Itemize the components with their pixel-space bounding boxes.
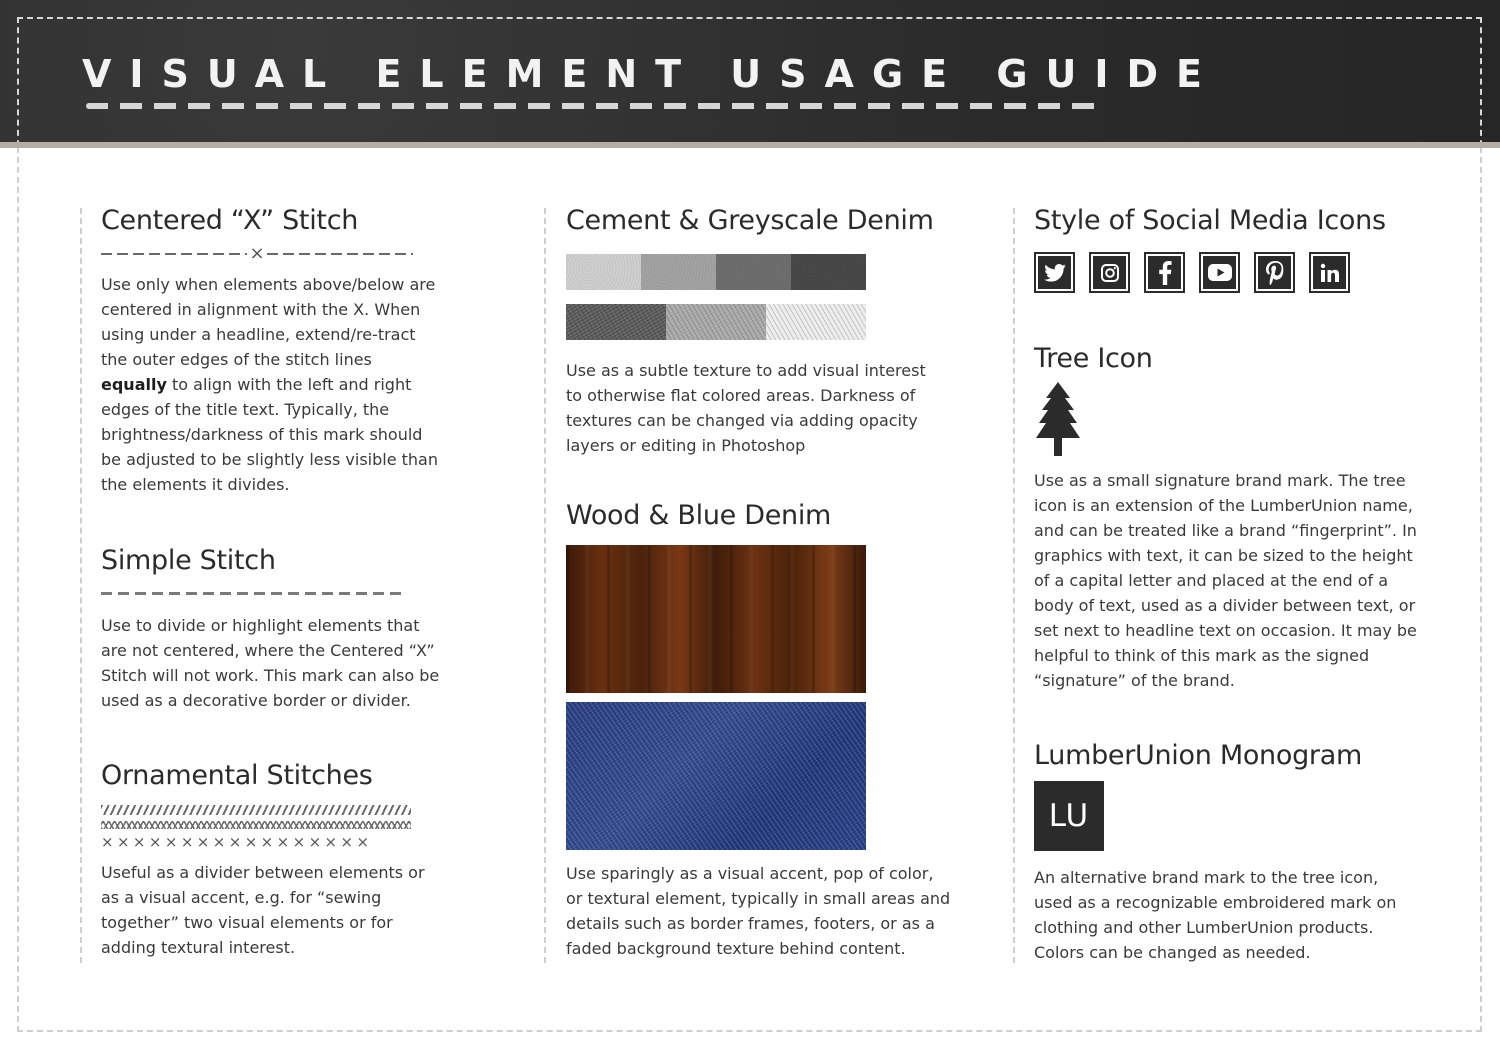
body-text-bold: equally bbox=[101, 375, 167, 394]
cement-swatch bbox=[566, 254, 641, 290]
twitter-icon[interactable] bbox=[1034, 252, 1075, 293]
section-simple-stitch bbox=[101, 545, 441, 713]
section-title: Centered “X” Stitch bbox=[101, 205, 359, 236]
header-banner bbox=[0, 0, 1500, 148]
section-body: Useful as a divider between elements or as a visual accent, e.g. for “sewing together” two visual elements or for adding textural interest. bbox=[101, 863, 425, 957]
section-body: Use to divide or highlight elements that are not centered, where the Centered “X” Stitch will not work. This mark can also be used as a decorative border or divider. bbox=[101, 616, 440, 710]
section-title: Ornamental Stitches bbox=[101, 760, 373, 791]
section-tree-icon bbox=[1034, 343, 1434, 693]
denim-swatch bbox=[666, 304, 766, 340]
tree-icon bbox=[1034, 382, 1082, 456]
page-title: VISUAL ELEMENT USAGE GUIDE bbox=[82, 52, 1221, 96]
section-cement-denim bbox=[566, 205, 946, 458]
lu-monogram: LU bbox=[1034, 781, 1104, 851]
section-body bbox=[101, 272, 441, 497]
ornamental-x-stitch: ××××××××××××××××× bbox=[101, 833, 373, 851]
denim-swatch bbox=[766, 304, 866, 340]
denim-swatch bbox=[566, 304, 666, 340]
title-stitch-underline bbox=[86, 103, 1106, 109]
cement-swatch bbox=[791, 254, 866, 290]
section-body: Use sparingly as a visual accent, pop of color, or textural element, typically in small areas and details such as border frames, footers, or as a faded background texture behind content. bbox=[566, 864, 951, 958]
blue-denim-texture bbox=[566, 702, 866, 850]
section-body: An alternative brand mark to the tree icon, used as a recognizable embroidered mark on clothing and other LumberUnion products. Colors can be changed as needed. bbox=[1034, 868, 1397, 962]
cement-swatch-row bbox=[566, 254, 946, 290]
column-divider-1 bbox=[80, 208, 82, 963]
ornamental-slash-stitch bbox=[101, 805, 411, 815]
x-stitch-sample bbox=[101, 243, 413, 264]
pinterest-icon[interactable] bbox=[1254, 252, 1295, 293]
section-body: Use as a small signature brand mark. The tree icon is an extension of the LumberUnion name, and can be treated like a brand “fingerprint”. In graphics with text, it can be sized to the height of a capital letter and placed at the end of a body of text, used as a divider between text, or set next to headline text on occasion. It may be helpful to think of this mark as the signed “signature” of the brand. bbox=[1034, 471, 1417, 690]
section-title: Wood & Blue Denim bbox=[566, 500, 832, 531]
ornamental-chevron-stitch bbox=[101, 821, 411, 829]
simple-stitch-sample bbox=[101, 592, 407, 595]
youtube-icon[interactable] bbox=[1199, 252, 1240, 293]
section-x-stitch bbox=[101, 205, 441, 497]
social-icons-row bbox=[1034, 252, 1434, 293]
facebook-icon[interactable] bbox=[1144, 252, 1185, 293]
body-text-part: Use only when elements above/below are centered in alignment with the X. When using under a headline, extend/re-tract the outer edges of the stitch lines bbox=[101, 275, 436, 369]
instagram-icon[interactable] bbox=[1089, 252, 1130, 293]
linkedin-icon[interactable] bbox=[1309, 252, 1350, 293]
wood-texture bbox=[566, 545, 866, 693]
section-title: Simple Stitch bbox=[101, 545, 276, 576]
section-title: Tree Icon bbox=[1034, 343, 1153, 374]
greyscale-denim-swatch-row bbox=[566, 304, 946, 340]
cement-swatch bbox=[716, 254, 791, 290]
section-monogram bbox=[1034, 740, 1434, 965]
section-ornamental-stitches bbox=[101, 760, 441, 960]
section-wood-denim bbox=[566, 500, 956, 961]
section-body: Use as a subtle texture to add visual interest to otherwise flat colored areas. Darkness of textures can be changed via adding opacity layers or editing in Photoshop bbox=[566, 361, 926, 455]
section-title: Cement & Greyscale Denim bbox=[566, 205, 934, 236]
column-divider-2 bbox=[544, 208, 546, 963]
section-title: LumberUnion Monogram bbox=[1034, 740, 1362, 771]
x-mark: × bbox=[249, 243, 265, 264]
column-divider-3 bbox=[1013, 208, 1015, 963]
body-text-part: to align with the left and right edges of the title text. Typically, the brightness/darkness of this mark should be adjusted to be slightly less visible than the elements it divides. bbox=[101, 375, 438, 494]
cement-swatch bbox=[641, 254, 716, 290]
section-title: Style of Social Media Icons bbox=[1034, 205, 1386, 236]
section-social-icons bbox=[1034, 205, 1434, 293]
